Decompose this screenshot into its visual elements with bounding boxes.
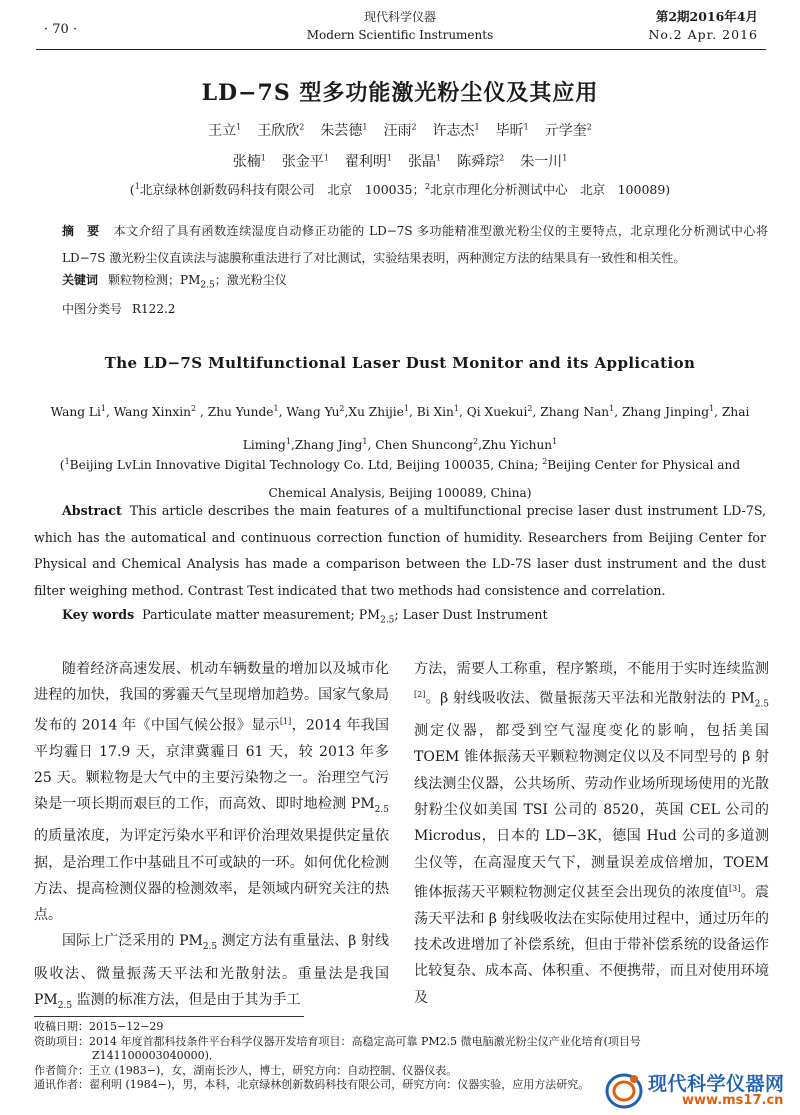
author-separator: , bbox=[278, 405, 287, 420]
keywords-en-text: Particulate matter measurement; PM bbox=[142, 607, 381, 622]
body-text: 方法，需要人工称重，程序繁琐，不能用于实时连续监测 bbox=[414, 661, 769, 677]
journal-name-cn: 现代科学仪器 bbox=[363, 10, 436, 24]
body-column-right bbox=[414, 656, 769, 1011]
author-name: 朱芸德 bbox=[320, 123, 363, 139]
author-separator: , bbox=[478, 438, 482, 453]
affiliation-2: 北京市理化分析测试中心 北京 100089) bbox=[430, 182, 671, 197]
body-text: 。震荡天平法和 β 射线吸收法在实际使用过程中，通过历年的技术改进增加了补偿系统，但由于带补偿系统的设备运作比较复杂、成本高、体积重、不便携带，而且对使用环境及 bbox=[414, 884, 770, 1006]
author-name: 陈舜琮 bbox=[457, 154, 500, 170]
author-affiliation-mark: 1 bbox=[453, 404, 459, 413]
author-affiliation-mark: 1 bbox=[436, 153, 442, 163]
author-name: 毕昕 bbox=[495, 123, 524, 139]
author-name: 汪雨 bbox=[383, 123, 412, 139]
body-text: 国际上广泛采用的 PM bbox=[62, 933, 203, 950]
body-paragraph bbox=[34, 928, 389, 1018]
author-affiliation-mark: 1 bbox=[403, 404, 409, 413]
author-affiliation-mark: 1 bbox=[323, 153, 329, 163]
footnote-corresponding: 通讯作者：翟利明 (1984−)，男，本科，北京绿林创新数码科技有限公司，研究方向：仪器实验，应用方法研究。 bbox=[34, 1078, 590, 1091]
abstract-cn bbox=[62, 218, 768, 272]
running-header-issue bbox=[648, 8, 758, 44]
author-name: 王立 bbox=[208, 123, 237, 139]
citation-mark: [2] bbox=[414, 690, 426, 700]
author-name: Chen Shuncong bbox=[375, 438, 474, 453]
author-name: Zhu Yunde bbox=[207, 405, 274, 420]
footnote-received: 收稿日期：2015−12−29 bbox=[34, 1020, 164, 1033]
author-affiliation-mark: 1 bbox=[236, 122, 242, 132]
author-separator: , bbox=[409, 405, 417, 420]
keywords-cn-text-2: ；激光粉尘仪 bbox=[214, 273, 287, 287]
citation-mark: [3] bbox=[729, 883, 741, 893]
author-affiliation-mark: 1 bbox=[552, 437, 558, 447]
ms17-logo-icon bbox=[604, 1070, 644, 1110]
author-affiliation-mark: 1 bbox=[709, 404, 715, 413]
author-name: 朱一川 bbox=[520, 154, 563, 170]
body-paragraph bbox=[414, 656, 769, 1011]
author-affiliation-mark: 2 bbox=[339, 404, 345, 413]
affiliation-en-1: Beijing LvLin Innovative Digital Technology Co. Ltd, Beijing 100035, China; bbox=[69, 458, 543, 473]
keywords-cn-label: 关键词 bbox=[62, 273, 99, 287]
author-affiliation-mark: 1 bbox=[562, 153, 568, 163]
watermark-url: www.ms17.cn bbox=[682, 1093, 784, 1108]
author-affiliation-mark: 2 bbox=[411, 122, 417, 132]
watermark-name: 现代科学仪器网 bbox=[648, 1073, 785, 1095]
affiliation-1: 北京绿林创新数码科技有限公司 北京 100035； bbox=[139, 182, 425, 197]
issue-cn: 第2期2016年4月 bbox=[655, 9, 758, 24]
title-en: The LD−7S Multifunctional Laser Dust Monitor and its Application bbox=[104, 354, 696, 372]
watermark-logo bbox=[604, 1068, 794, 1112]
author-separator: , bbox=[105, 405, 114, 420]
affiliation-en-mark-1: 1 bbox=[64, 457, 70, 466]
author-separator: , bbox=[714, 405, 722, 420]
author-affiliation-mark: 2 bbox=[499, 153, 505, 163]
affiliation-cn bbox=[0, 180, 800, 198]
author-name: 许志杰 bbox=[432, 123, 475, 139]
author-name: Bi Xin bbox=[416, 405, 454, 420]
keywords-en-subscript: 2.5 bbox=[380, 615, 395, 626]
author-name: 王欣欣 bbox=[257, 123, 300, 139]
author-affiliation-mark: 2 bbox=[527, 404, 533, 413]
author-separator: , bbox=[532, 405, 541, 420]
author-affiliation-mark: 2 bbox=[191, 404, 197, 413]
author-affiliation-mark: 1 bbox=[273, 404, 279, 413]
author-affiliation-mark: 1 bbox=[260, 153, 266, 163]
issue-en: No.2 Apr. 2016 bbox=[648, 27, 758, 42]
citation-mark: [1] bbox=[279, 716, 292, 726]
author-name: Zhang Jinping bbox=[621, 405, 710, 420]
author-affiliation-mark: 1 bbox=[362, 122, 368, 132]
body-text: 测定仪器，都受到空气湿度变化的影响，包括美国 TOEM 锥体振荡天平颗粒物测定仪以及不同型号的 β 射线法测尘仪器，公共场所、劳动作业场所现场使用的光散射粉尘仪如美国 TSI 公司的 8520，英国 CEL 公司的 Microdus，日本的 LD−3K，德国 Hud 公司的多道测尘仪等，在高湿度天气下，测量误差成倍增加，TOEM 锥体振荡天平颗粒物测定仪甚至会出现负的浓度值 bbox=[414, 723, 769, 901]
author-name: 张楠 bbox=[232, 154, 261, 170]
abstract-cn-label: 摘 要 bbox=[62, 224, 100, 238]
footnote-funding-cont: Z141100003040000)． bbox=[92, 1049, 220, 1062]
author-separator: , bbox=[344, 405, 349, 420]
keywords-en bbox=[62, 607, 548, 626]
title-cn: LD−7S 型多功能激光粉尘仪及其应用 bbox=[201, 80, 599, 106]
body-text: 的质量浓度，为评定污染水平和评价治理效果提供定量依据，是治理工作中基础且不可或缺的一环。如何优化检测方法、提高检测仪器的检测效率，是领域内研究关注的热点。 bbox=[34, 828, 389, 924]
affiliation-paren: ( bbox=[129, 182, 135, 197]
author-name: Xu Zhijie bbox=[348, 405, 404, 420]
keywords-cn-subscript: 2.5 bbox=[200, 280, 215, 291]
affiliation-en-paren: ( bbox=[59, 458, 65, 473]
abstract-en-text: This article describes the main features of a multifunctional precise laser dust instrument LD-7S, which has the automatical and continuous correction function of humidity. Researchers from Beijing Center for Physical and Chemical Analysis has made a comparison between the LD-7S laser dust instrument and the dust filter weighing method. Contrast Test indicated that two methods had consistence and correlation. bbox=[34, 503, 766, 598]
author-affiliation-mark: 2 bbox=[586, 122, 592, 132]
author-affiliation-mark: 2 bbox=[299, 122, 305, 132]
keywords-cn bbox=[62, 271, 287, 290]
affiliation-en-mark-2: 2 bbox=[542, 457, 548, 466]
footnotes bbox=[34, 1020, 641, 1093]
author-separator: , bbox=[614, 405, 622, 420]
author-name: Qi Xuekui bbox=[466, 405, 528, 420]
author-name: Zhai Liming bbox=[242, 405, 750, 453]
author-list-cn-line1 bbox=[0, 120, 800, 140]
author-separator: , bbox=[196, 405, 208, 420]
body-text: 测定方法有重量法、β 射线吸收法、微量振荡天平法和光散射法。重量法是我国 PM bbox=[34, 933, 389, 1008]
author-affiliation-mark: 1 bbox=[285, 437, 291, 447]
abstract-en-label: Abstract bbox=[62, 503, 122, 518]
author-name: Wang Xinxin bbox=[113, 405, 192, 420]
footnote-funding: 资助项目：2014 年度首都科技条件平台科学仪器开发培育项目：高稳定高可靠 PM2.5 微电脑激光粉尘仪产业化培育(项目号 bbox=[34, 1034, 641, 1048]
author-name: Zhu Yichun bbox=[482, 438, 553, 453]
author-affiliation-mark: 2 bbox=[473, 437, 479, 447]
classification-cn bbox=[62, 300, 175, 317]
keywords-cn-text: 颗粒物检测；PM bbox=[108, 273, 201, 287]
author-list-cn-line2 bbox=[0, 151, 800, 171]
body-text: 监测的标准方法，但是由于其为手工 bbox=[72, 991, 301, 1008]
author-separator: , bbox=[459, 405, 467, 420]
body-paragraph bbox=[34, 656, 389, 928]
author-name: Zhang Nan bbox=[540, 405, 610, 420]
author-affiliation-mark: 1 bbox=[386, 153, 392, 163]
subscript: 2.5 bbox=[754, 699, 769, 710]
body-text: 随着经济高速发展、机动车辆数量的增加以及城市化进程的加快，我国的雾霾天气呈现增加趋势。国家气象局发布的 2014 年《中国气候公报》显示 bbox=[34, 661, 389, 734]
classification-value: R122.2 bbox=[132, 302, 176, 316]
author-name: 张金平 bbox=[281, 154, 324, 170]
keywords-en-label: Key words bbox=[62, 607, 135, 622]
body-text: ，2014 年我国平均霾日 17.9 天，京津冀霾日 61 天，较 2013 年多 25 天。颗粒物是大气中的主要污染物之一。治理空气污染是一项长期而艰巨的工作，而高效、即时地检测 PM bbox=[34, 717, 389, 813]
abstract-cn-text: 本文介绍了具有函数连续湿度自动修正功能的 LD−7S 多功能精准型激光粉尘仪的主要特点，北京理化分析测试中心将 LD−7S 激光粉尘仪直读法与滤膜称重法进行了对比测试，实验结果表明，两种测定方法的结果具有一致性和相关性。 bbox=[62, 224, 768, 265]
keywords-en-text-2: ; Laser Dust Instrument bbox=[394, 607, 548, 622]
subscript: 2.5 bbox=[374, 804, 389, 815]
affiliation-en-2: Beijing Center for Physical and Chemical Analysis, Beijing 100089, China) bbox=[268, 458, 741, 501]
affiliation-mark-2: 2 bbox=[425, 181, 431, 191]
footnote-author-intro: 作者简介：王立 (1983−)，女，湖南长沙人，博士，研究方向：自动控制、仪器仪表。 bbox=[34, 1063, 458, 1077]
running-header-journal bbox=[250, 8, 550, 44]
author-affiliation-mark: 1 bbox=[609, 404, 615, 413]
abstract-en bbox=[34, 498, 766, 604]
affiliation-mark-1: 1 bbox=[134, 181, 140, 191]
author-separator: ,Zhang Jing bbox=[290, 438, 363, 453]
author-affiliation-mark: 1 bbox=[523, 122, 529, 132]
footnote-rule bbox=[34, 1016, 304, 1017]
author-separator: , bbox=[367, 438, 376, 453]
author-name: Wang Yu bbox=[286, 405, 340, 420]
author-name: 张晶 bbox=[408, 154, 436, 170]
author-affiliation-mark: 1 bbox=[474, 122, 480, 132]
author-name: Wang Li bbox=[50, 405, 101, 420]
subscript: 2.5 bbox=[202, 942, 218, 953]
journal-name-en: Modern Scientific Instruments bbox=[306, 28, 494, 42]
author-name: 翟利明 bbox=[344, 154, 387, 170]
author-affiliation-mark: 1 bbox=[362, 437, 368, 447]
author-name: 亓学奎 bbox=[544, 123, 587, 139]
header-rule bbox=[36, 49, 766, 50]
author-affiliation-mark: 1 bbox=[100, 404, 106, 413]
body-text: 。β 射线吸收法、微量振荡天平法和光散射法的 PM bbox=[425, 690, 755, 707]
running-header-page-number: · 70 · bbox=[44, 22, 78, 37]
classification-label: 中图分类号 bbox=[62, 302, 123, 316]
body-column-left bbox=[34, 656, 389, 1019]
subscript: 2.5 bbox=[57, 1000, 73, 1011]
